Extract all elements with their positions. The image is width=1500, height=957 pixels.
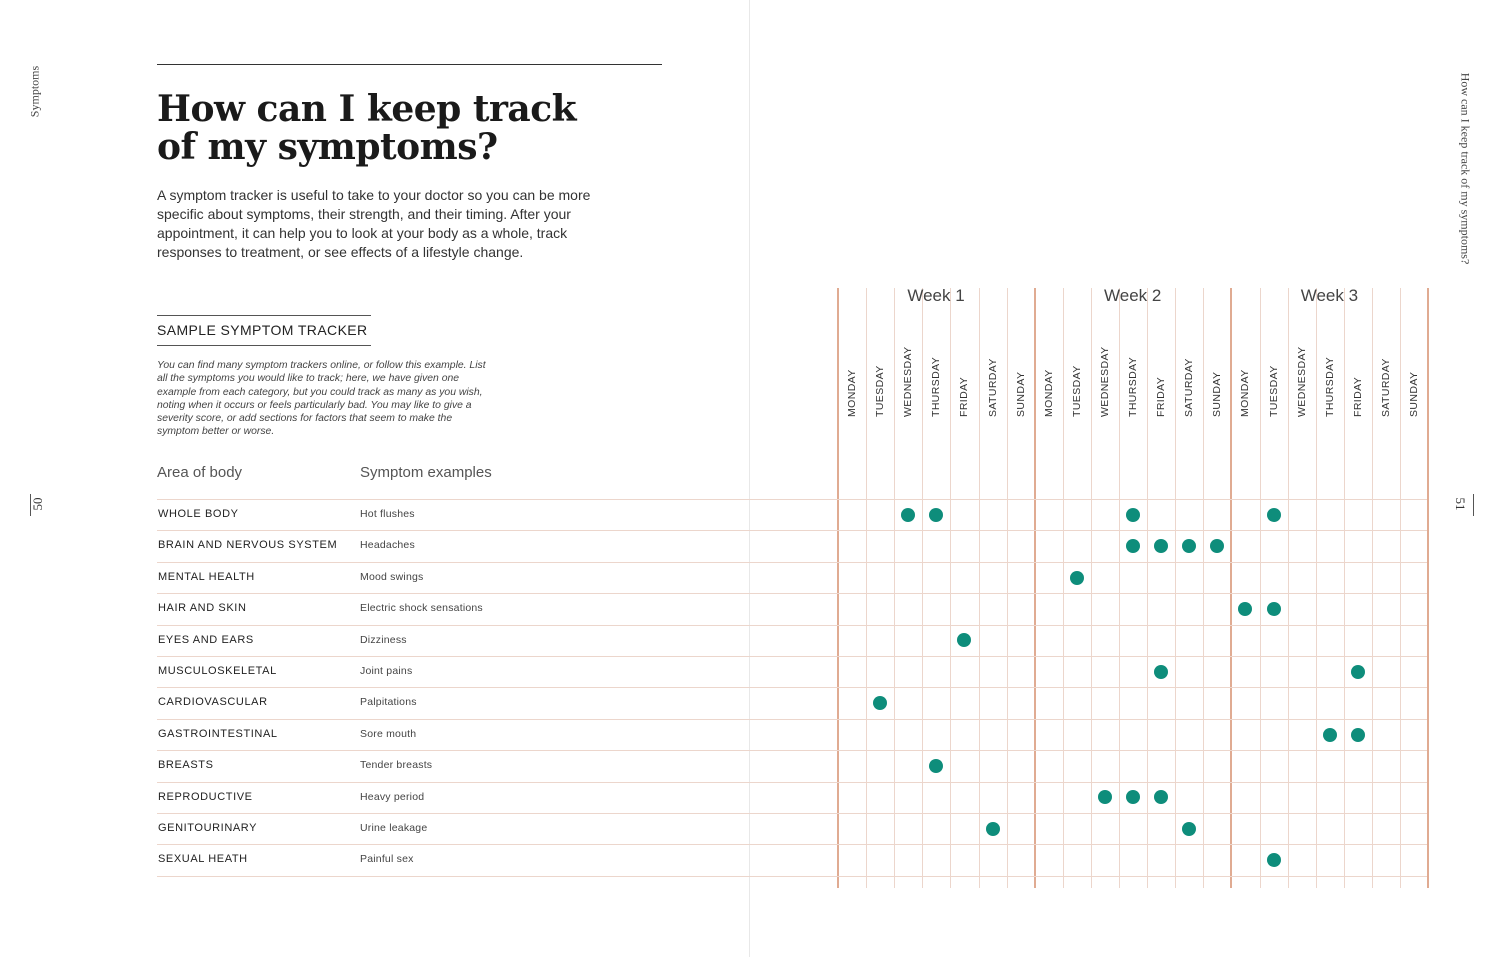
row-symptom-label: Tender breasts bbox=[360, 759, 433, 772]
row-divider bbox=[157, 687, 1427, 688]
day-label bbox=[1007, 312, 1035, 417]
symptom-marker-dot bbox=[1267, 508, 1281, 522]
row-divider bbox=[157, 719, 1427, 720]
row-area-label: GENITOURINARY bbox=[158, 822, 258, 834]
symptom-marker-dot bbox=[1267, 602, 1281, 616]
symptom-marker-dot bbox=[929, 508, 943, 522]
day-label bbox=[1063, 312, 1091, 417]
symptom-marker-dot bbox=[1070, 571, 1084, 585]
row-symptom-label: Heavy period bbox=[360, 790, 425, 803]
row-area-label: MENTAL HEALTH bbox=[158, 570, 255, 583]
day-label-text: SATURDAY bbox=[986, 358, 999, 417]
row-divider bbox=[157, 499, 1427, 500]
day-label bbox=[1231, 312, 1259, 417]
row-divider bbox=[157, 782, 1427, 783]
day-label-text: SUNDAY bbox=[1408, 371, 1420, 417]
day-label bbox=[894, 312, 922, 417]
day-label bbox=[1400, 312, 1428, 417]
day-label bbox=[1344, 312, 1372, 417]
row-divider bbox=[157, 813, 1427, 814]
row-area-label: BRAIN AND NERVOUS SYSTEM bbox=[158, 539, 338, 552]
running-head-left-text: Symptoms bbox=[27, 65, 42, 118]
row-divider bbox=[157, 593, 1427, 594]
row-divider bbox=[157, 750, 1427, 751]
day-label bbox=[922, 312, 950, 417]
week-label: Week 3 bbox=[1300, 286, 1359, 305]
day-label bbox=[1091, 312, 1119, 417]
row-area-label: MUSCULOSKELETAL bbox=[158, 665, 277, 677]
title-rule bbox=[157, 64, 662, 65]
row-area-label: BREASTS bbox=[158, 759, 214, 772]
tracker-caption: You can find many symptom trackers online, or follow this example. List all the symptoms you would like to track; here, we have given one example from each category, but you could track as many as you wish, noting when it occurs or feels particularly bad. You may like to give a severity score, or add sections for factors that seem to make the symptom better or worse. bbox=[157, 360, 486, 438]
row-symptom-label: Painful sex bbox=[360, 853, 414, 866]
row-divider bbox=[157, 625, 1427, 626]
row-area-label: CARDIOVASCULAR bbox=[158, 696, 268, 709]
day-label bbox=[1119, 312, 1147, 417]
running-head-left bbox=[20, 66, 50, 126]
symptom-marker-dot bbox=[901, 508, 915, 522]
day-label bbox=[1372, 312, 1400, 417]
day-label-text: SATURDAY bbox=[1183, 358, 1196, 417]
day-label bbox=[979, 312, 1007, 417]
day-label bbox=[1035, 312, 1063, 417]
row-symptom-label: Dizziness bbox=[360, 633, 407, 646]
row-divider bbox=[157, 844, 1427, 845]
day-label-text: WEDNESDAY bbox=[1295, 346, 1308, 417]
running-head-right-text: How can I keep track of my symptoms? bbox=[1458, 72, 1473, 265]
day-label bbox=[1175, 312, 1203, 417]
day-label-text: FRIDAY bbox=[1351, 376, 1364, 417]
row-divider bbox=[157, 876, 1427, 877]
tracker-section-title: SAMPLE SYMPTOM TRACKER bbox=[157, 322, 368, 338]
row-area-label: WHOLE BODY bbox=[158, 508, 239, 520]
row-divider bbox=[157, 562, 1427, 563]
page-number-right-text: 51 bbox=[1453, 497, 1468, 511]
row-symptom-label: Hot flushes bbox=[360, 508, 415, 520]
page-title-line-2: of my symptoms? bbox=[157, 126, 498, 168]
symptom-marker-dot bbox=[1351, 728, 1365, 742]
page-number-left-text: 50 bbox=[30, 497, 45, 511]
row-divider bbox=[157, 530, 1427, 531]
day-label-text: SATURDAY bbox=[1379, 358, 1392, 417]
day-label-text: THURSDAY bbox=[1323, 356, 1336, 417]
row-symptom-label: Urine leakage bbox=[360, 822, 428, 834]
day-label-text: FRIDAY bbox=[1155, 376, 1168, 417]
day-label bbox=[866, 312, 894, 417]
page-number-left bbox=[30, 494, 51, 516]
day-label bbox=[1260, 312, 1288, 417]
row-divider bbox=[157, 656, 1427, 657]
day-label-text: TUESDAY bbox=[1267, 365, 1280, 417]
tracker-section-heading bbox=[157, 315, 371, 346]
day-label-text: MONDAY bbox=[846, 369, 858, 417]
row-symptom-label: Sore mouth bbox=[360, 727, 417, 740]
row-symptom-label: Palpitations bbox=[360, 696, 417, 709]
day-label-text: WEDNESDAY bbox=[1098, 346, 1111, 417]
row-area-label: EYES AND EARS bbox=[158, 633, 254, 646]
row-symptom-label: Headaches bbox=[360, 539, 415, 552]
day-label-text: FRIDAY bbox=[958, 376, 971, 417]
row-area-label: GASTROINTESTINAL bbox=[158, 727, 278, 740]
row-symptom-label: Electric shock sensations bbox=[360, 602, 483, 615]
day-label-text: THURSDAY bbox=[930, 356, 943, 417]
day-label-text: MONDAY bbox=[1042, 369, 1055, 417]
symptom-marker-dot bbox=[1182, 822, 1196, 836]
intro-paragraph: A symptom tracker is useful to take to your doctor so you can be more specific about symptoms, their strength, and their timing. After your appointment, it can help you to look at your body as a whole, track responses to treatment, or see effects of a lifestyle change. bbox=[157, 187, 591, 260]
row-area-label: SEXUAL HEATH bbox=[158, 853, 248, 866]
day-label-text: TUESDAY bbox=[874, 365, 887, 417]
week-label: Week 2 bbox=[1104, 286, 1162, 305]
page-number-right bbox=[1453, 494, 1474, 516]
page-title-line-1: How can I keep track bbox=[157, 88, 577, 130]
day-label-text: SUNDAY bbox=[1014, 371, 1027, 417]
day-label bbox=[950, 312, 978, 417]
page-title bbox=[157, 90, 677, 166]
area-of-body-header: Area of body bbox=[157, 464, 243, 481]
day-label bbox=[1203, 312, 1231, 417]
day-label-text: THURSDAY bbox=[1127, 356, 1139, 417]
day-label bbox=[838, 312, 866, 417]
day-label bbox=[1288, 312, 1316, 417]
symptom-marker-dot bbox=[1323, 728, 1337, 742]
day-label-text: TUESDAY bbox=[1070, 365, 1083, 417]
day-label bbox=[1147, 312, 1175, 417]
row-area-label: HAIR AND SKIN bbox=[158, 602, 247, 615]
day-label-text: MONDAY bbox=[1239, 369, 1252, 417]
day-label bbox=[1316, 312, 1344, 417]
symptom-marker-dot bbox=[1154, 665, 1168, 679]
symptom-examples-header: Symptom examples bbox=[360, 464, 492, 481]
day-label-text: SUNDAY bbox=[1211, 371, 1224, 417]
day-label-text: WEDNESDAY bbox=[902, 346, 915, 417]
row-symptom-label: Mood swings bbox=[360, 570, 424, 583]
symptom-marker-dot bbox=[1126, 508, 1140, 522]
symptom-marker-dot bbox=[986, 822, 1000, 836]
row-symptom-label: Joint pains bbox=[360, 665, 413, 677]
running-head-right bbox=[1450, 66, 1480, 276]
week-label: Week 1 bbox=[907, 286, 965, 305]
row-area-label: REPRODUCTIVE bbox=[158, 790, 253, 803]
symptom-marker-dot bbox=[1351, 665, 1365, 679]
symptom-marker-dot bbox=[1267, 853, 1281, 867]
